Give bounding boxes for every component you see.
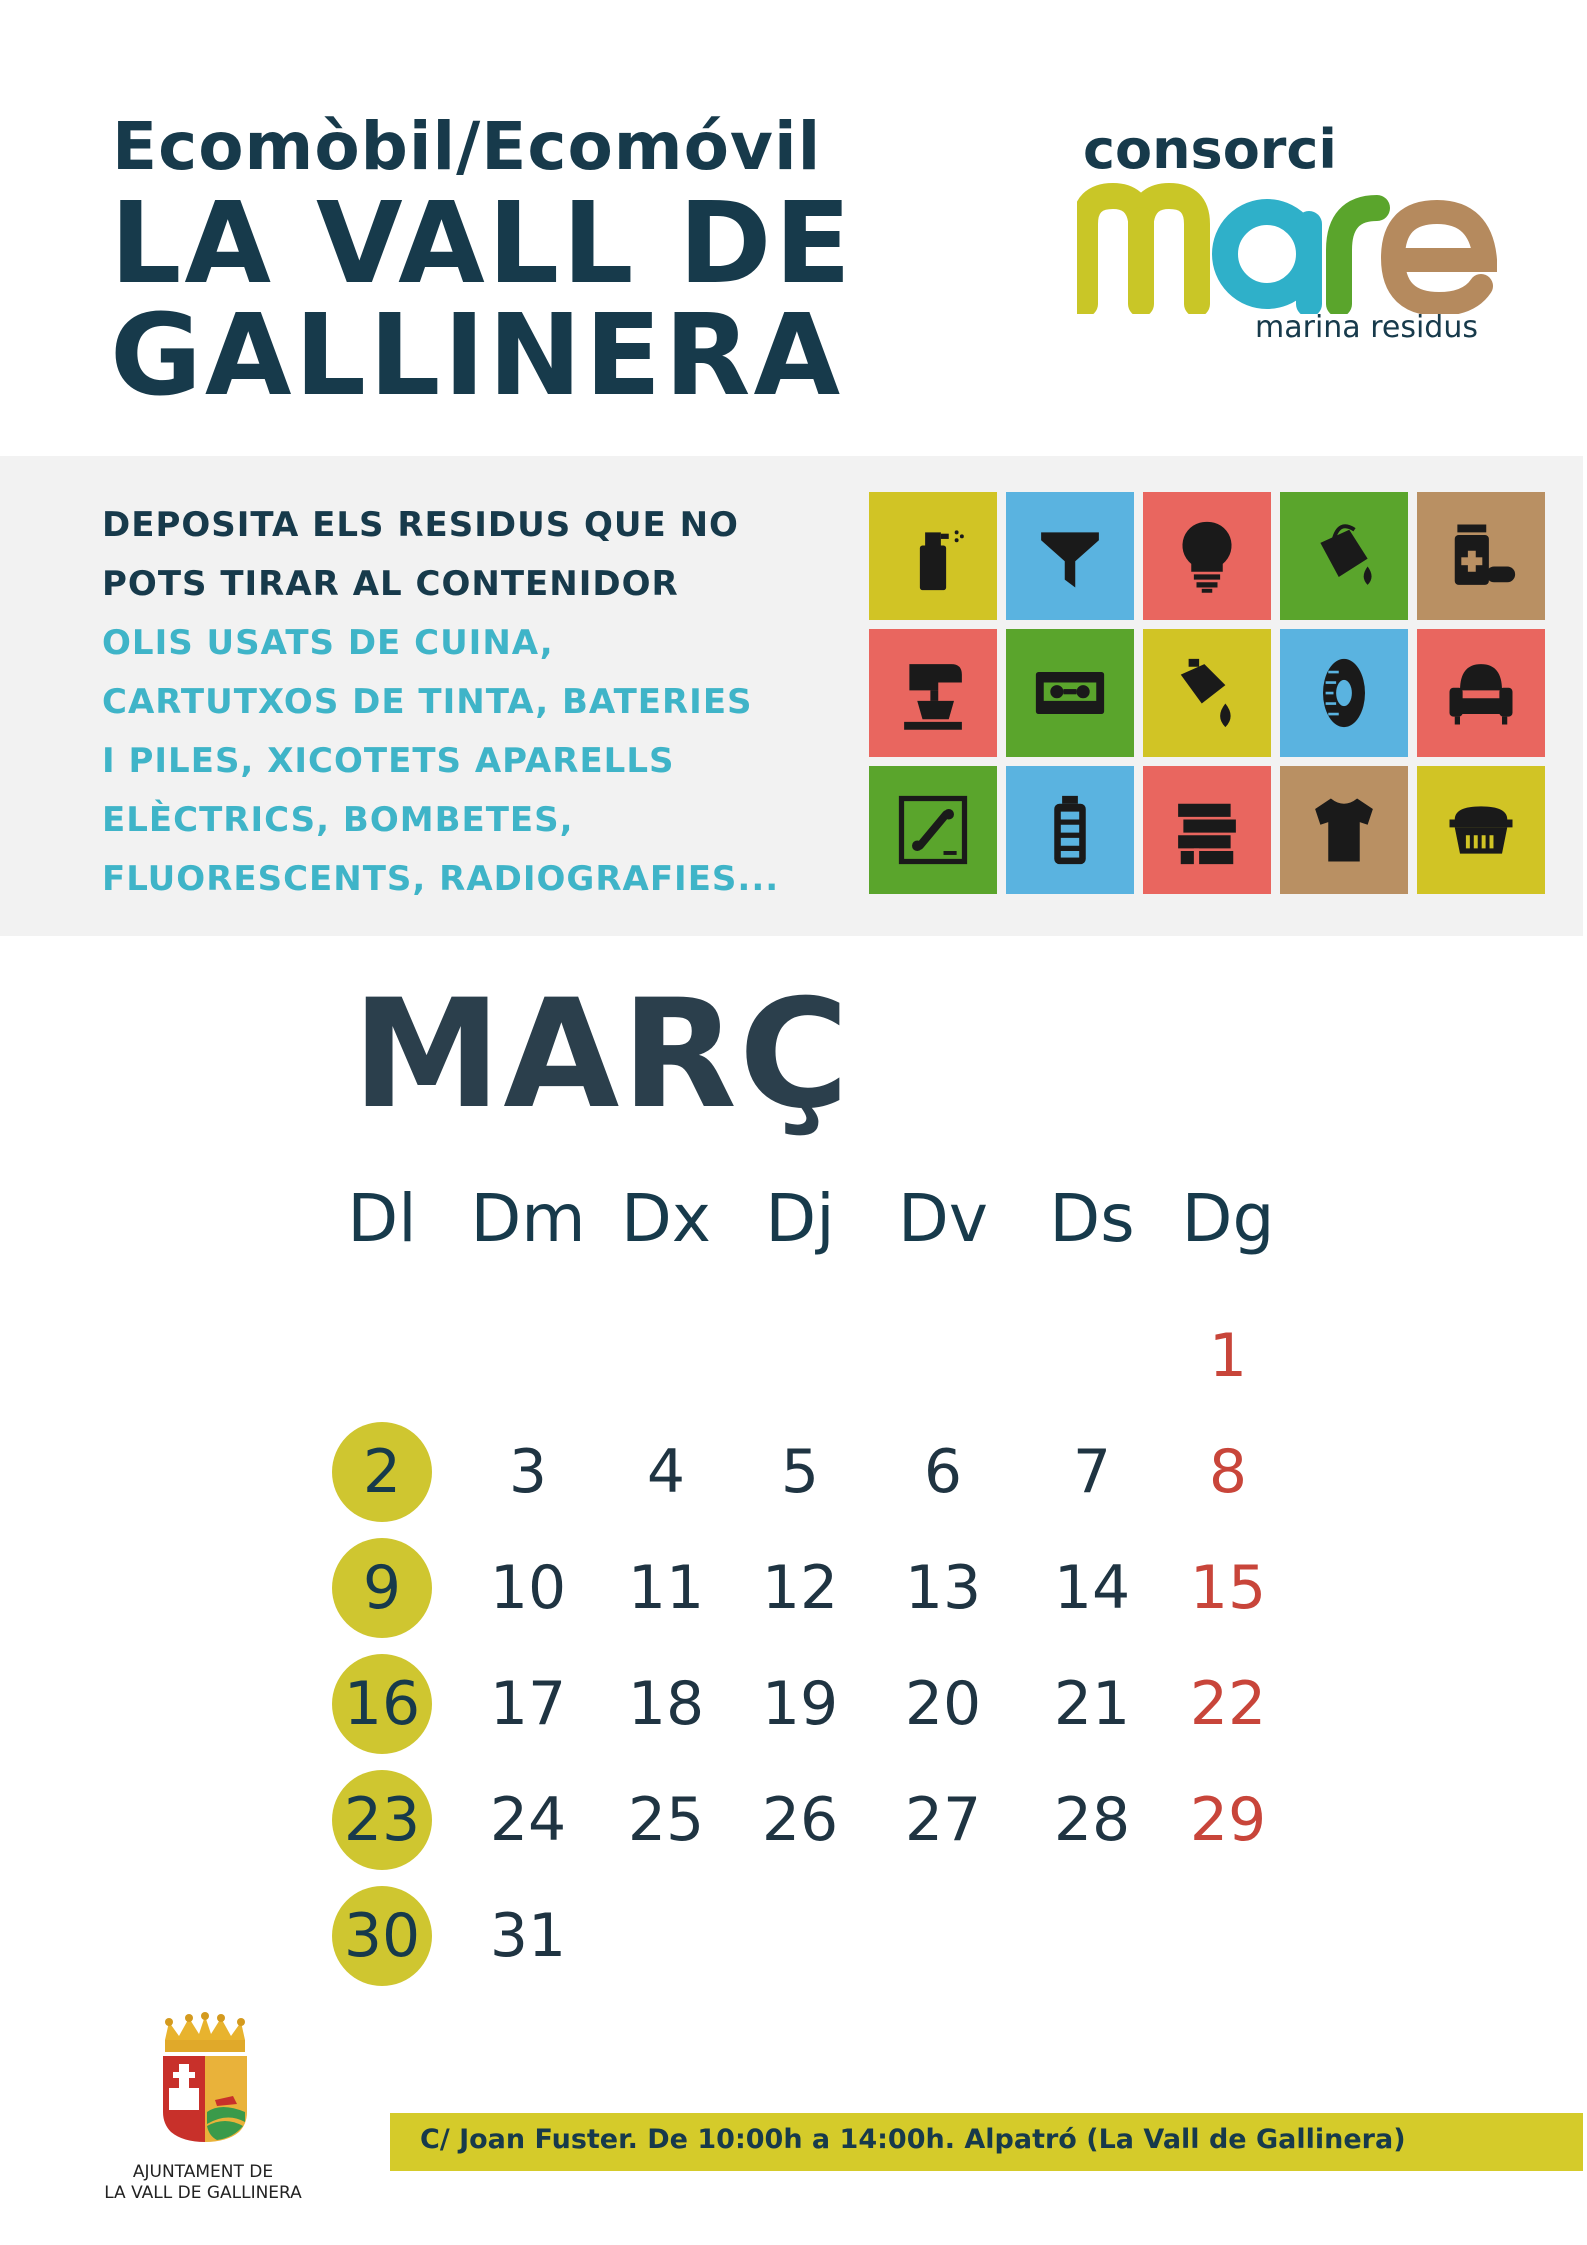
weekday-label: Dv xyxy=(898,1180,988,1257)
mare-wordmark xyxy=(1077,164,1497,314)
funnel-icon xyxy=(1006,492,1134,620)
collection-day: 16 xyxy=(332,1654,432,1754)
info-text xyxy=(102,496,822,909)
calendar-day: 6 xyxy=(923,1437,963,1507)
waste-type-line: OLIS USATS DE CUINA, xyxy=(102,623,554,663)
page-title xyxy=(110,179,854,421)
month-title: MARÇ xyxy=(352,968,851,1142)
calendar-day: 28 xyxy=(1053,1785,1131,1855)
collection-day: 23 xyxy=(332,1770,432,1870)
calendar-day: 15 xyxy=(1189,1553,1267,1623)
calendar-day: 18 xyxy=(627,1669,705,1739)
weekday-label: Dg xyxy=(1181,1180,1275,1257)
calendar-day: 27 xyxy=(904,1785,982,1855)
calendar-day: 22 xyxy=(1189,1669,1267,1739)
coat-of-arms-icon xyxy=(155,2012,255,2154)
title-line-2: GALLINERA xyxy=(110,291,844,421)
calendar-day: 13 xyxy=(904,1553,982,1623)
waste-type-line: I PILES, XICOTETS APARELLS xyxy=(102,741,675,781)
calendar-day: 26 xyxy=(761,1785,839,1855)
weekday-label: Dj xyxy=(765,1180,835,1257)
mixer-icon xyxy=(869,629,997,757)
calendar-day: 7 xyxy=(1072,1437,1112,1507)
ajuntament-line-2: LA VALL DE GALLINERA xyxy=(104,2183,302,2203)
x-ray-icon xyxy=(869,766,997,894)
waste-type-line: CARTUTXOS DE TINTA, BATERIES xyxy=(102,682,753,722)
waste-icon-grid xyxy=(869,492,1547,899)
container-icon xyxy=(1417,766,1545,894)
tire-icon xyxy=(1280,629,1408,757)
ajuntament-line-1: AJUNTAMENT DE xyxy=(132,2162,274,2182)
books-icon xyxy=(1143,766,1271,894)
address-text: C/ Joan Fuster. De 10:00h a 14:00h. Alpatró (La Vall de Gallinera) xyxy=(420,2124,1406,2155)
paint-bucket-icon xyxy=(1280,492,1408,620)
calendar-day: 19 xyxy=(761,1669,839,1739)
armchair-icon xyxy=(1417,629,1545,757)
calendar-day: 17 xyxy=(489,1669,567,1739)
info-line: DEPOSITA ELS RESIDUS QUE NO xyxy=(102,505,739,545)
weekday-label: Ds xyxy=(1049,1180,1135,1257)
collection-day: 9 xyxy=(332,1538,432,1638)
ajuntament-label xyxy=(92,2162,314,2204)
t-shirt-icon xyxy=(1280,766,1408,894)
calendar-day: 21 xyxy=(1053,1669,1131,1739)
calendar-day: 10 xyxy=(489,1553,567,1623)
consorci-mare-logo xyxy=(1083,118,1503,348)
calendar-day: 11 xyxy=(627,1553,705,1623)
calendar-day: 12 xyxy=(761,1553,839,1623)
calendar-day: 14 xyxy=(1053,1553,1131,1623)
weekday-label: Dm xyxy=(470,1180,586,1257)
info-line: POTS TIRAR AL CONTENIDOR xyxy=(102,564,679,604)
battery-icon xyxy=(1006,766,1134,894)
vhs-tape-icon xyxy=(1006,629,1134,757)
collection-day: 2 xyxy=(332,1422,432,1522)
calendar-day: 25 xyxy=(627,1785,705,1855)
calendar-day: 31 xyxy=(489,1901,567,1971)
collection-day: 30 xyxy=(332,1886,432,1986)
calendar-day: 4 xyxy=(646,1437,686,1507)
medicine-icon xyxy=(1417,492,1545,620)
calendar-day: 20 xyxy=(904,1669,982,1739)
waste-type-line: ELÈCTRICS, BOMBETES, xyxy=(102,800,574,840)
calendar-day: 1 xyxy=(1208,1321,1248,1391)
calendar-day: 3 xyxy=(508,1437,548,1507)
waste-type-line: FLUORESCENTS, RADIOGRAFIES... xyxy=(102,859,780,899)
calendar-day: 29 xyxy=(1189,1785,1267,1855)
oil-can-icon xyxy=(1143,629,1271,757)
spray-can-icon xyxy=(869,492,997,620)
light-bulb-icon xyxy=(1143,492,1271,620)
subtitle: Ecomòbil/Ecomóvil xyxy=(112,108,822,185)
calendar-day: 5 xyxy=(780,1437,820,1507)
logo-top-text: consorci xyxy=(1083,118,1337,181)
calendar-day: 8 xyxy=(1208,1437,1248,1507)
logo-subtitle: marina residus xyxy=(1255,310,1478,345)
title-line-1: LA VALL DE xyxy=(110,179,854,309)
calendar-day: 24 xyxy=(489,1785,567,1855)
weekday-label: Dl xyxy=(347,1180,417,1257)
weekday-label: Dx xyxy=(621,1180,711,1257)
